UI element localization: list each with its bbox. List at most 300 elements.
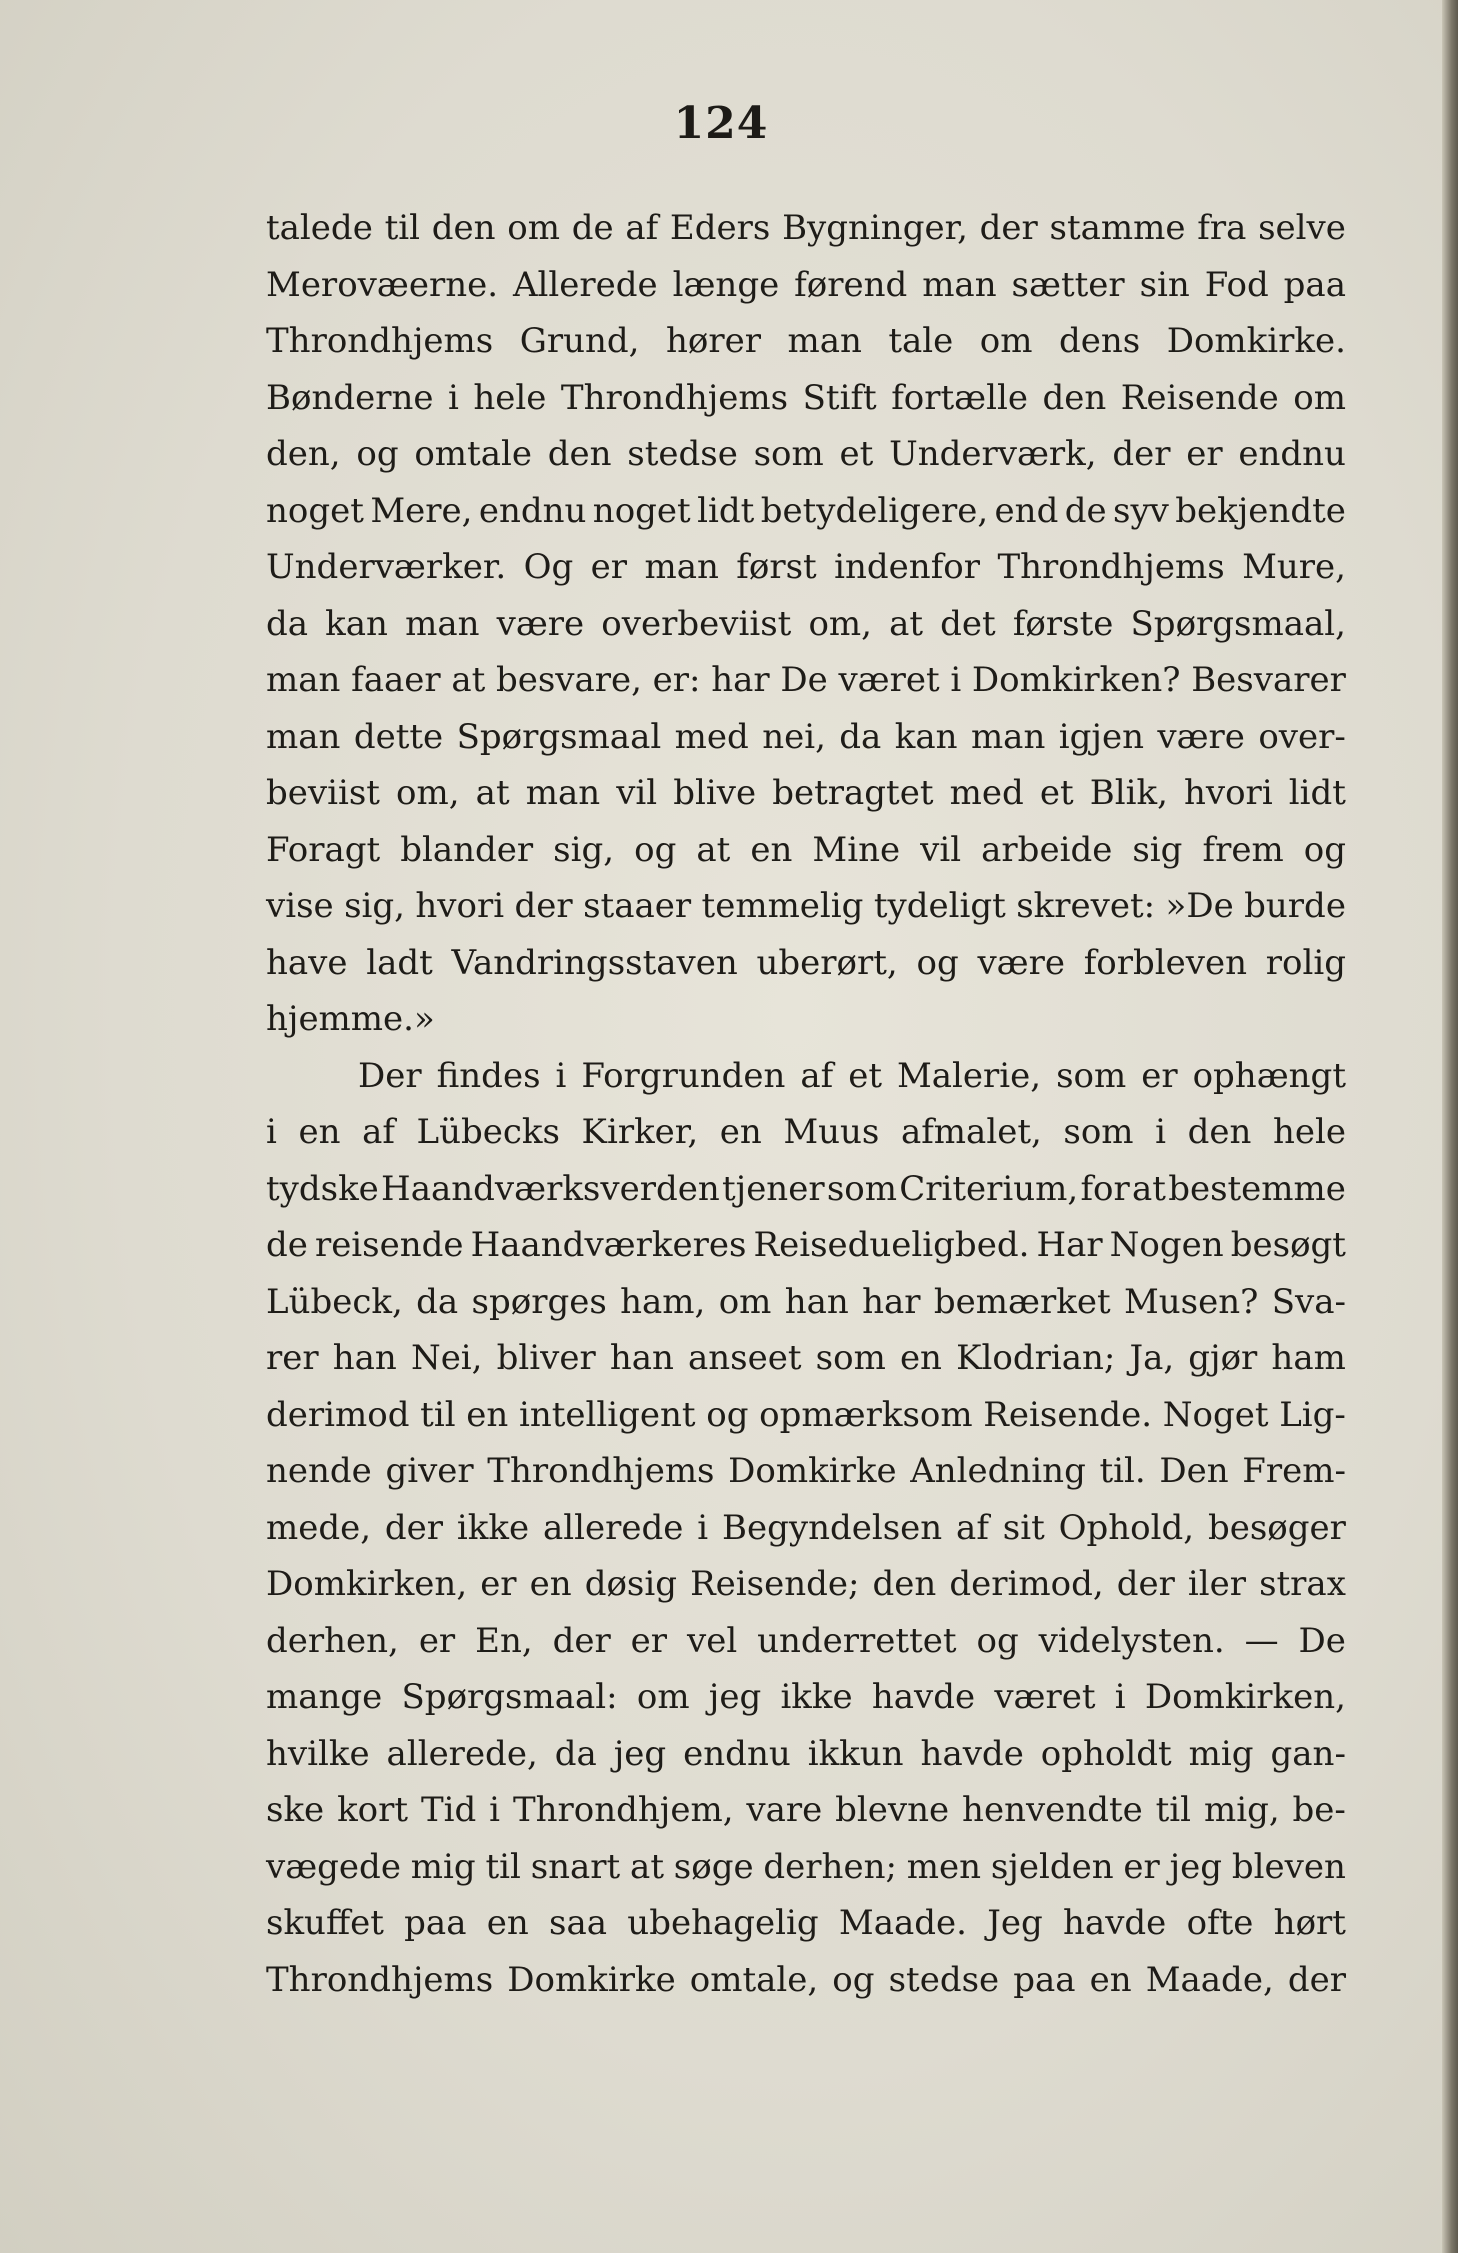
word: De (1298, 1620, 1346, 1661)
word: nei, (762, 716, 826, 757)
word: i (1114, 1677, 1126, 1717)
word: en (298, 1112, 341, 1152)
word: Bygninger, (782, 208, 968, 248)
word: fortælle (891, 377, 1028, 418)
word: der (979, 208, 1038, 248)
word: gan- (1270, 1733, 1346, 1774)
word: opholdt (1040, 1733, 1172, 1774)
word: endnu (683, 1733, 791, 1774)
word: i (1155, 1112, 1166, 1152)
word: endnu (478, 490, 587, 531)
word: allerede (542, 1507, 684, 1548)
word: hjemme.» (266, 999, 435, 1039)
word: Kirker, (581, 1112, 699, 1152)
word: være (1157, 716, 1245, 757)
word: mange (266, 1677, 383, 1717)
word: Spørgsmaal: (401, 1677, 618, 1717)
word: blevne (835, 1790, 950, 1830)
text-line (266, 1048, 1346, 1105)
word: om (1293, 377, 1346, 418)
word: besvare, (495, 660, 642, 700)
word: og (356, 434, 399, 474)
word: han (784, 1281, 849, 1322)
word: i (950, 660, 962, 700)
word: Criterium, (899, 1168, 1079, 1209)
text-line (266, 1443, 1346, 1500)
word: besøger (1207, 1507, 1346, 1548)
word: sin (1139, 264, 1190, 305)
page-number: 124 (673, 98, 769, 149)
word: betydeligere, (760, 490, 989, 531)
word: Frem- (1242, 1451, 1346, 1491)
word: første (1012, 603, 1114, 644)
word: den (431, 208, 496, 248)
word: intelligent (518, 1394, 696, 1435)
word: derhen; (763, 1846, 897, 1887)
word: og (916, 942, 959, 983)
word: den (872, 1564, 937, 1604)
word: De (780, 660, 828, 700)
word: Grund, (519, 321, 640, 361)
word: vare (746, 1790, 823, 1830)
word: Lig- (1279, 1394, 1346, 1435)
word: døsig (584, 1564, 678, 1604)
word: Allerede (512, 264, 658, 305)
body-text (266, 200, 1346, 2008)
word: hvori (415, 886, 505, 926)
word: af (625, 208, 659, 248)
word: burde (1244, 886, 1346, 926)
word: en (466, 1394, 509, 1435)
word: ham (1271, 1338, 1346, 1378)
word: tydeligt (873, 886, 1006, 926)
word: betragtet (772, 773, 934, 813)
word: Underværk, (889, 434, 1097, 474)
word: igjen (1058, 716, 1144, 757)
word: der (1112, 434, 1171, 474)
word: rolig (1265, 942, 1346, 983)
word: at (889, 603, 924, 644)
word: staaer (583, 886, 692, 926)
word: søge (673, 1846, 754, 1887)
word: i (697, 1507, 709, 1548)
word: et (848, 1055, 882, 1096)
word: videlysten. (1038, 1620, 1225, 1661)
word: en (529, 1564, 572, 1604)
word: de (1064, 490, 1107, 531)
word: at (475, 773, 510, 813)
word: ikke (456, 1507, 530, 1548)
word: Den (1159, 1451, 1229, 1491)
word: hele (1272, 1112, 1346, 1152)
word: kan (894, 716, 958, 757)
word: mede, (266, 1507, 372, 1548)
word: til (384, 208, 420, 248)
word: at (1132, 1168, 1166, 1209)
word: strax (1259, 1564, 1346, 1604)
word: syv (1113, 490, 1169, 531)
word: Reisende; (690, 1564, 860, 1604)
word: Nei, (410, 1338, 483, 1378)
word: er: (652, 660, 701, 700)
word: Ophold, (1058, 1507, 1195, 1548)
word: Throndhjems (487, 1451, 715, 1491)
word: Anledning (910, 1451, 1086, 1491)
word: Eders (669, 208, 771, 248)
word: mig (410, 1846, 476, 1887)
word: Sva- (1271, 1281, 1346, 1322)
word: Underværker. (266, 547, 507, 587)
word: omtale (414, 434, 532, 474)
word: om (636, 1677, 690, 1717)
word: om (507, 208, 560, 248)
word: Ja, (1129, 1338, 1175, 1378)
word: overbeviist (601, 603, 792, 644)
word: havde (1063, 1903, 1167, 1943)
word: anseet (688, 1338, 802, 1378)
word: blander (400, 829, 534, 870)
text-line (266, 370, 1346, 427)
word: paa (1013, 1959, 1076, 2000)
word: og (1303, 829, 1346, 870)
word: kan (325, 603, 388, 644)
word: noget (266, 490, 364, 531)
text-line (266, 765, 1346, 822)
text-line (266, 1895, 1346, 1952)
word: stedse (627, 434, 738, 474)
word: saa (549, 1903, 608, 1943)
word: Og (523, 547, 574, 587)
word: Domkirke (507, 1959, 676, 2000)
word: Muus (783, 1112, 880, 1152)
word: temmelig (701, 886, 864, 926)
word: derimod, (949, 1564, 1104, 1604)
word: afmalet, (900, 1112, 1042, 1152)
word: og (634, 829, 677, 870)
word: man (644, 547, 719, 587)
word: forbleven (1083, 942, 1248, 983)
word: Musen? (1123, 1281, 1259, 1322)
word: om, (396, 773, 460, 813)
word: førend (794, 264, 908, 305)
word: derhen, (266, 1620, 399, 1661)
word: Begyndelsen (721, 1507, 943, 1548)
word: en (750, 829, 793, 870)
text-line (266, 1104, 1346, 1161)
word: der (552, 1620, 611, 1661)
word: frem (1202, 829, 1284, 870)
word: da (554, 1733, 597, 1774)
word: ham, (620, 1281, 706, 1322)
word: som (815, 1338, 886, 1378)
word: den, (266, 434, 341, 474)
word: for (1080, 1168, 1130, 1209)
word: havde (920, 1733, 1024, 1774)
word: hører (665, 321, 761, 361)
word: og (706, 1394, 749, 1435)
word: som (826, 1168, 897, 1209)
word: er (418, 1620, 456, 1661)
word: den (547, 434, 612, 474)
text-line (266, 1669, 1346, 1726)
word: hørt (1273, 1903, 1346, 1943)
word: man (970, 716, 1046, 757)
word: bemærket (933, 1281, 1111, 1322)
word: er (1141, 1055, 1178, 1096)
word: om (979, 321, 1033, 361)
word: dens (1058, 321, 1141, 361)
word: og (976, 1620, 1019, 1661)
word: Stift (802, 377, 877, 418)
page-edge (1442, 0, 1458, 2253)
word: sætter (1011, 264, 1125, 305)
word: dette (353, 716, 444, 757)
word: med (949, 773, 1024, 813)
word: paa (404, 1903, 467, 1943)
word: være (977, 942, 1065, 983)
word: og (832, 1959, 875, 2000)
word: mig (1188, 1733, 1254, 1774)
word: de (266, 1225, 308, 1265)
word: bekjendte (1175, 490, 1346, 531)
word: Domkirken? (971, 660, 1181, 700)
word: man (922, 264, 997, 305)
word: Maade, (1145, 1959, 1274, 2000)
word: Har (1036, 1225, 1103, 1265)
text-line (266, 257, 1346, 314)
word: tale (888, 321, 954, 361)
word: der (1287, 1959, 1346, 2000)
text-line (266, 1330, 1346, 1387)
word: da (266, 603, 309, 644)
word: Reisedueligbed. (753, 1225, 1030, 1265)
text-line (266, 1274, 1346, 1331)
word: hele (473, 377, 547, 418)
word: han (332, 1338, 397, 1378)
text-line (266, 596, 1346, 653)
word: besøgt (1230, 1225, 1346, 1265)
word: Noget (1162, 1394, 1269, 1435)
word: af (362, 1112, 395, 1152)
word: de (571, 208, 614, 248)
text-line (266, 539, 1346, 596)
word: vil (616, 773, 658, 813)
word: allerede, (386, 1733, 538, 1774)
word: Haandværksverden (381, 1168, 720, 1209)
text-line (266, 878, 1346, 935)
word: en (899, 1338, 942, 1378)
word: den (1187, 1112, 1252, 1152)
word: spørges (471, 1281, 607, 1322)
word: jeg (1169, 1846, 1223, 1887)
word: længe (672, 264, 780, 305)
word: be- (1292, 1790, 1346, 1830)
word: i (266, 1112, 277, 1152)
word: paa (1283, 264, 1346, 305)
word: noget (592, 490, 691, 531)
word: mig, (1203, 1790, 1280, 1830)
word: som (753, 434, 824, 474)
word: jeg (708, 1677, 762, 1717)
word: Throndhjems (997, 547, 1225, 587)
word: stamme (1049, 208, 1186, 248)
word: der (384, 1507, 444, 1548)
word: sjelden (990, 1846, 1114, 1887)
word: ladt (366, 942, 433, 983)
word: til (1155, 1790, 1192, 1830)
word: sig, (553, 829, 615, 870)
word: Lübeck, (266, 1281, 403, 1322)
word: En, (475, 1620, 533, 1661)
word: man (525, 773, 601, 813)
word: med (674, 716, 749, 757)
word: skuffet (266, 1903, 384, 1943)
word: er (1123, 1846, 1160, 1887)
word: et (839, 434, 874, 474)
word: at (630, 1846, 664, 1887)
word: Domkirke (728, 1451, 897, 1491)
word: vægede (266, 1846, 401, 1887)
word: er (590, 547, 628, 587)
word: hvori (1183, 773, 1273, 813)
word: Bønderne (266, 377, 434, 418)
word: Mine (812, 829, 901, 870)
word: det (940, 603, 996, 644)
word: man (266, 716, 341, 757)
word: derimod (266, 1394, 410, 1435)
word: sig (1132, 829, 1183, 870)
text-line (266, 1161, 1346, 1218)
word: Lübecks (416, 1112, 560, 1152)
word: at (696, 829, 731, 870)
word: rer (266, 1338, 319, 1378)
word: man (405, 603, 480, 644)
text-line (266, 1217, 1346, 1274)
word: Malerie, (896, 1055, 1042, 1096)
word: man (266, 660, 341, 700)
word: en (719, 1112, 762, 1152)
word: endnu (1238, 434, 1346, 474)
text-line (266, 1613, 1346, 1670)
word: hvilke (266, 1733, 370, 1774)
word: omtale, (689, 1959, 819, 2000)
word: Klodrian; (956, 1338, 1116, 1378)
word: er (1186, 434, 1223, 474)
word: ophængt (1192, 1055, 1346, 1096)
text-line (266, 200, 1346, 257)
text-line (266, 1782, 1346, 1839)
word: har (862, 1281, 921, 1322)
word: sit (1002, 1507, 1045, 1548)
word: giver (385, 1451, 474, 1491)
word: været (994, 1677, 1096, 1717)
word: Domkirken, (266, 1564, 468, 1604)
word: Nogen (1109, 1225, 1224, 1265)
word: lidt (1288, 773, 1346, 813)
word: en (1089, 1959, 1132, 2000)
word: Tid (420, 1790, 477, 1830)
word: vel (686, 1620, 738, 1661)
word: ofte (1186, 1903, 1254, 1943)
word: Mere, (370, 490, 473, 531)
word: af (956, 1507, 989, 1548)
word: — (1244, 1620, 1279, 1661)
word: talede (266, 208, 373, 248)
text-line (266, 822, 1346, 879)
word: underrettet (757, 1620, 957, 1661)
word: bleven (1231, 1846, 1346, 1887)
word: over- (1258, 716, 1346, 757)
word: end (994, 490, 1059, 531)
word: er (480, 1564, 517, 1604)
word: da (839, 716, 882, 757)
word: lidt (697, 490, 755, 531)
word: først (736, 547, 817, 587)
word: været (838, 660, 940, 700)
text-line (266, 1556, 1346, 1613)
word: uberørt, (756, 942, 898, 983)
word: »De (1165, 886, 1234, 926)
word: ikke (780, 1677, 853, 1717)
word: Mure, (1242, 547, 1346, 587)
word: at (451, 660, 486, 700)
text-line (266, 1726, 1346, 1783)
text-line (266, 652, 1346, 709)
word: vise (266, 886, 334, 926)
word: som (1063, 1112, 1134, 1152)
word: Foragt (266, 829, 381, 870)
word: snart (530, 1846, 621, 1887)
word: faaer (351, 660, 441, 700)
word: Reisende. (983, 1394, 1153, 1435)
word: Blik, (1089, 773, 1168, 813)
word: Fod (1204, 264, 1269, 305)
word: skrevet: (1016, 886, 1156, 926)
text-line (266, 1500, 1346, 1557)
word: til (420, 1394, 456, 1435)
word: ubehagelig (627, 1903, 819, 1943)
word: som (1056, 1055, 1127, 1096)
word: bliver (496, 1338, 596, 1378)
word: i (489, 1790, 501, 1830)
word: Reisende (1120, 377, 1279, 418)
word: ske (266, 1790, 325, 1830)
word: om (718, 1281, 772, 1322)
word: Throndhjems (266, 321, 494, 361)
word: tydske (266, 1168, 379, 1209)
word: da (416, 1281, 459, 1322)
word: Throndhjems (266, 1959, 494, 2000)
word: blive (673, 773, 757, 813)
word: stedse (888, 1959, 1000, 2000)
word: bestemme (1168, 1168, 1346, 1209)
word: findes (436, 1055, 541, 1096)
word: Haandværkeres (470, 1225, 747, 1265)
word: Besvarer (1191, 660, 1346, 700)
word: til. (1099, 1451, 1146, 1491)
word: af (800, 1055, 834, 1096)
word: Throndhjems (560, 377, 789, 418)
word: selve (1258, 208, 1346, 248)
text-line (266, 313, 1346, 370)
text-line (266, 483, 1346, 540)
word: til (485, 1846, 521, 1887)
word: ikkun (807, 1733, 904, 1774)
word: den (1042, 377, 1107, 418)
word: Der (358, 1055, 422, 1096)
text-line (266, 991, 1346, 1048)
text-line (266, 1952, 1346, 2009)
